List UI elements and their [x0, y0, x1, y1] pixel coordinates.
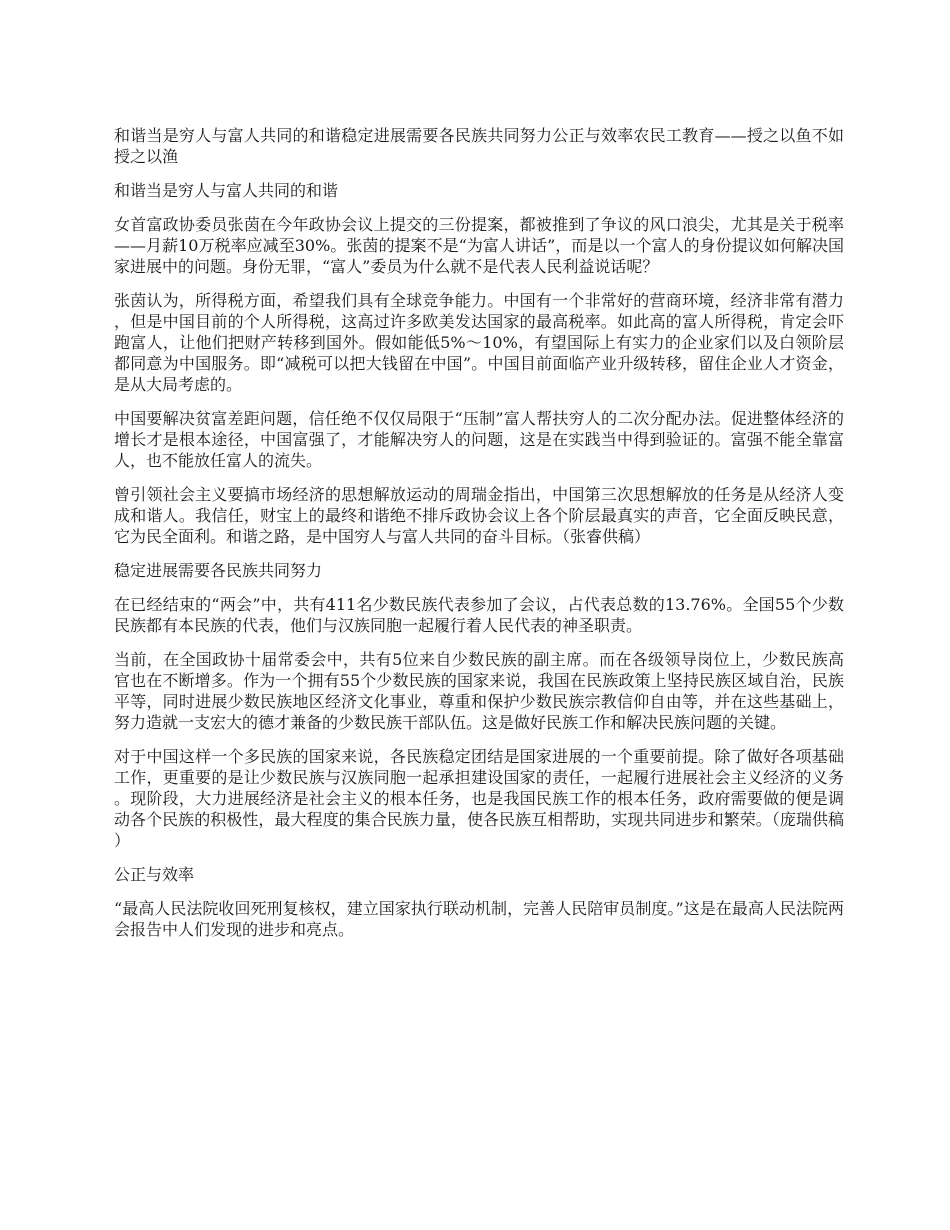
document-page — [114, 125, 844, 953]
document-title: 和谐当是穷人与富人共同的和谐稳定进展需要各民族共同努力公正与效率农民工教育——授之以鱼不如授之以渔 — [114, 126, 844, 166]
section-heading-ethnic-stability: 稳定进展需要各民族共同努力 — [114, 561, 323, 580]
section-heading-harmony: 和谐当是穷人与富人共同的和谐 — [114, 181, 339, 200]
paragraph: 中国要解决贫富差距问题，信任绝不仅仅局限于“压制”富人帮扶穷人的二次分配办法。促进整体经济的增长才是根本途径，中国富强了，才能解决穷人的问题，这是在实践当中得到验证的。富强不能全靠富人，也不能放任富人的流失。 — [114, 409, 844, 470]
paragraph: 当前，在全国政协十届常委会中，共有5位来自少数民族的副主席。而在各级领导岗位上，少数民族高官也在不断增多。作为一个拥有55个少数民族的国家来说，我国在民族政策上坚持民族区域自治，民族平等，同时进展少数民族地区经济文化事业，尊重和保护少数民族宗教信仰自由等，并在这些基础上，努力造就一支宏大的德才兼备的少数民族干部队伍。这是做好民族工作和解决民族问题的关键。 — [114, 650, 844, 732]
section-heading-justice-efficiency: 公正与效率 — [114, 865, 195, 884]
paragraph: 曾引领社会主义要搞市场经济的思想解放运动的周瑞金指出，中国第三次思想解放的任务是从经济人变成和谐人。我信任，财宝上的最终和谐绝不排斥政协会议上各个阶层最真实的声音，它全面反映民意，它为民全面利。和谐之路，是中国穷人与富人共同的奋斗目标。（张睿供稿） — [114, 485, 844, 546]
paragraph: 张茵认为，所得税方面，希望我们具有全球竞争能力。中国有一个非常好的营商环境，经济非常有潜力，但是中国目前的个人所得税，这高过许多欧美发达国家的最高税率。如此高的富人所得税，肯定会吓跑富人，让他们把财产转移到国外。假如能低5%～10%，有望国际上有实力的企业家们以及白领阶层都同意为中国服务。即“减税可以把大钱留在中国”。中国目前面临产业升级转移，留住企业人才资金，是从大局考虑的。 — [114, 291, 844, 394]
paragraph: 女首富政协委员张茵在今年政协会议上提交的三份提案，都被推到了争议的风口浪尖，尤其是关于税率——月薪10万税率应减至30%。张茵的提案不是“为富人讲话”，而是以一个富人的身份提议如何解决国家进展中的问题。身份无罪，“富人”委员为什么就不是代表人民利益说话呢？ — [114, 215, 844, 276]
paragraph: 对于中国这样一个多民族的国家来说，各民族稳定团结是国家进展的一个重要前提。除了做好各项基础工作，更重要的是让少数民族与汉族同胞一起承担建设国家的责任，一起履行进展社会主义经济的义务。现阶段，大力进展经济是社会主义的根本任务，也是我国民族工作的根本任务，政府需要做的便是调动各个民族的积极性，最大程度的集合民族力量，使各民族互相帮助，实现共同进步和繁荣。（庞瑞供稿） — [114, 747, 844, 850]
paragraph: “最高人民法院收回死刑复核权，建立国家执行联动机制，完善人民陪审员制度。”这是在最高人民法院两会报告中人们发现的进步和亮点。 — [114, 899, 844, 939]
paragraph: 在已经结束的“两会”中，共有411名少数民族代表参加了会议，占代表总数的13.76%。全国55个少数民族都有本民族的代表，他们与汉族同胞一起履行着人民代表的神圣职责。 — [114, 595, 844, 635]
